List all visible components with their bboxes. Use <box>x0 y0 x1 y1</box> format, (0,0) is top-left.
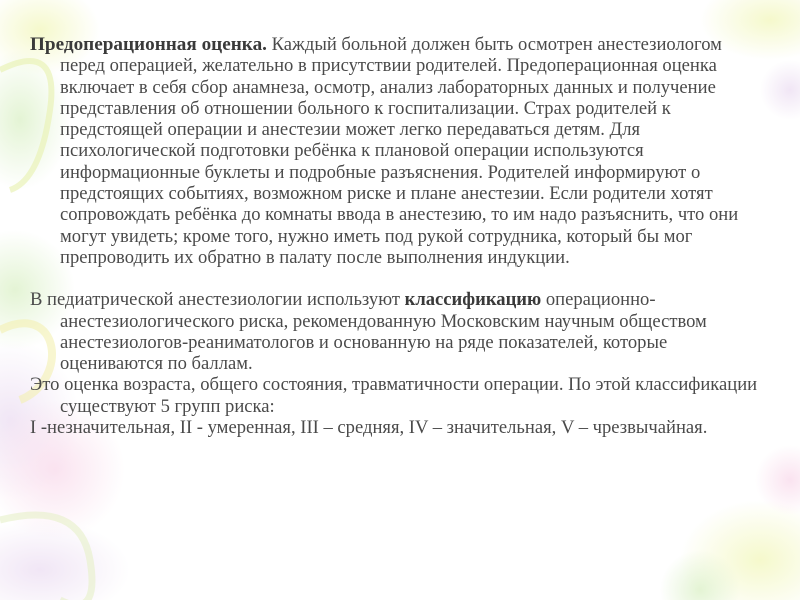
paragraph-heading: Предоперационная оценка. <box>30 34 267 55</box>
bubble-decoration <box>0 520 130 600</box>
paragraph-text: Каждый больной должен быть осмотрен анестезиологом перед операцией, желательно в присутствии родителей. Предоперационная оценка включает в себя сбор анамнеза, осмотр, анализ лабораторных данных и получение представления об отношении больного к госпитализации. Страх родителей к предстоящей операции и анестезии может легко передаваться детям. Для психологической подготовки ребёнка к плановой операции используются информационные буклеты и подробные разъяснения. Родителей информируют о предстоящих событиях, возможном риске и плане анестезии. Если родители хотят сопровождать ребёнка до комнаты ввода в анестезию, то им надо разъяснить, что они могут увидеть; кроме того, нужно иметь под рукой сотрудника, который бы мог препроводить их обратно в палату после выполнения индукции. <box>60 34 739 268</box>
paragraph-text: операционно-анестезиологического риска, рекомендованную Московским научным обществом анестезиологов-реаниматологов и основанную на ряде показателей, которые оцениваются по баллам. <box>60 289 707 375</box>
paragraph-text: В педиатрической анестезиологии используют <box>30 289 405 311</box>
paragraph-risk-groups: Это оценка возраста, общего состояния, травматичности операции. По этой классификации существуют 5 групп риска: <box>30 374 758 417</box>
paragraph-preoperative-assessment <box>30 34 770 268</box>
paragraph-risk-levels: I -незначительная, II - умеренная, III – средняя, IV – значительная, V – чрезвычайная. <box>30 417 708 439</box>
emphasized-term: классификацию <box>404 289 542 311</box>
paragraph-classification <box>30 289 770 374</box>
slide-text <box>30 34 770 438</box>
